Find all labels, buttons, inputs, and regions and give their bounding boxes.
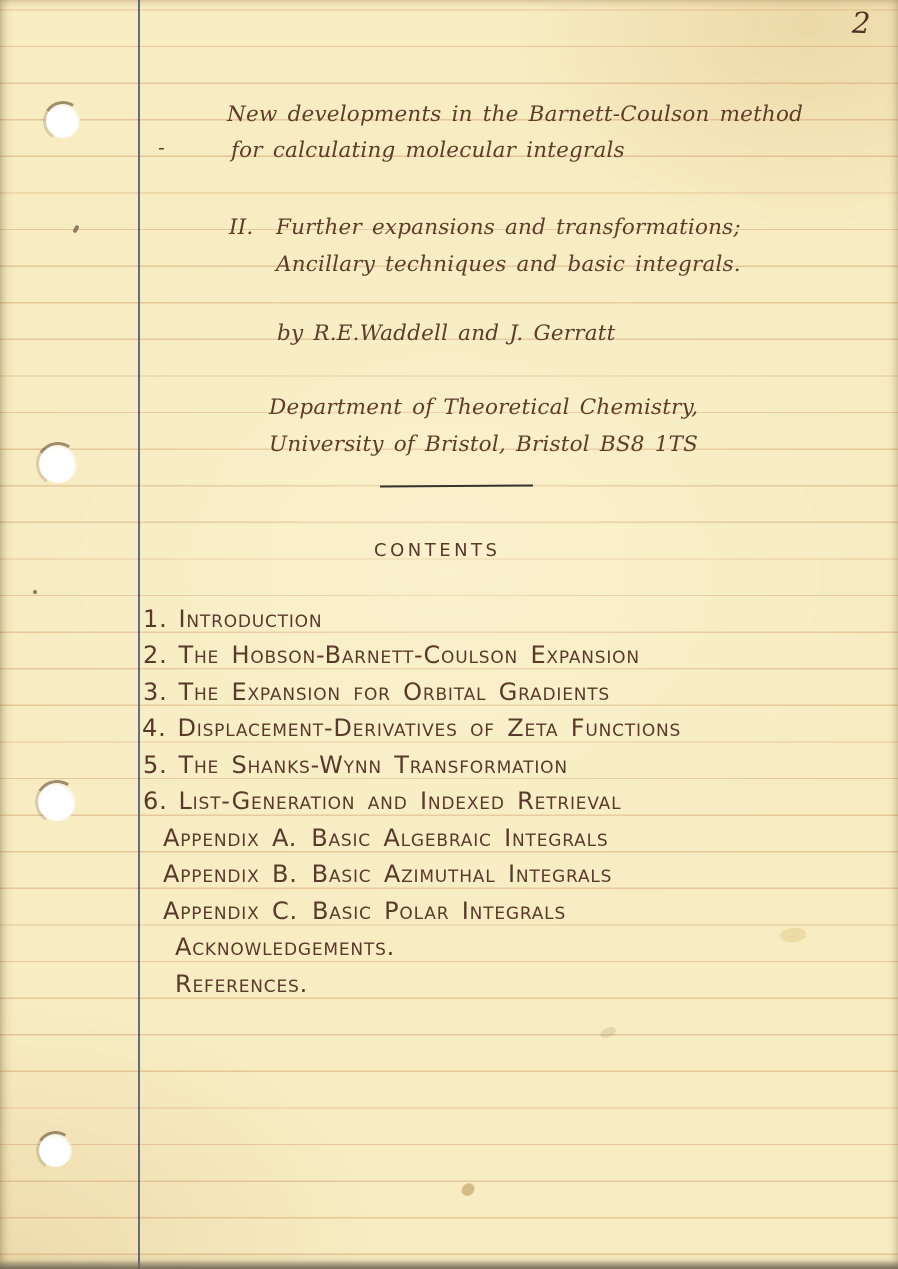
toc-item-label: 2. <box>143 641 168 669</box>
toc-row <box>143 607 322 631</box>
toc-item-label: 6. <box>143 787 168 815</box>
toc-item-label: Appendix A. <box>163 824 298 852</box>
toc-item-label: 3. <box>143 678 168 706</box>
toc-item-text: The Shanks-Wynn Transformation <box>178 751 568 779</box>
toc-row <box>163 899 566 923</box>
toc-row <box>175 935 395 959</box>
toc-row <box>143 789 621 813</box>
punch-hole <box>46 104 80 138</box>
toc-row <box>143 680 610 704</box>
toc-row <box>143 753 568 777</box>
separator-line <box>380 484 533 487</box>
section-line-2: Ancillary techniques and basic integrals. <box>276 252 741 277</box>
toc-item-label: 5. <box>143 751 168 779</box>
section-numeral: II. <box>229 215 254 240</box>
toc-item-text: Basic Algebraic Integrals <box>311 824 609 852</box>
toc-row <box>175 972 308 996</box>
paper-stain <box>460 1181 476 1197</box>
contents-heading: CONTENTS <box>374 540 501 561</box>
paper-speck <box>72 225 79 234</box>
toc-item-text: The Hobson-Barnett-Coulson Expansion <box>178 641 640 669</box>
toc-item-text: List-Generation and Indexed Retrieval <box>178 787 622 815</box>
toc-item-label: 4. <box>142 714 167 742</box>
punch-hole <box>39 1134 72 1167</box>
margin-rule-line <box>138 0 140 1269</box>
toc-item-text: Basic Polar Integrals <box>311 897 567 925</box>
toc-row <box>143 643 640 667</box>
page-number: 2 <box>851 5 872 41</box>
affiliation-line-1: Department of Theoretical Chemistry, <box>269 395 699 420</box>
toc-item-text: References. <box>175 970 309 998</box>
toc-item-text: Displacement-Derivatives of Zeta Functions <box>177 714 682 742</box>
toc-item-label: Appendix B. <box>163 860 298 888</box>
margin-dash-mark: - <box>158 135 165 159</box>
toc-item-text: Introduction <box>178 605 323 633</box>
toc-row <box>163 826 608 850</box>
toc-item-text: The Expansion for Orbital Gradients <box>178 678 611 706</box>
paper-speck <box>33 590 37 594</box>
punch-hole <box>39 445 77 483</box>
toc-item-label: Appendix C. <box>163 897 298 925</box>
punch-hole <box>38 783 76 821</box>
affiliation-line-2: University of Bristol, Bristol BS8 1TS <box>269 432 699 457</box>
page-bottom-edge <box>0 1260 898 1269</box>
title-line-1: New developments in the Barnett-Coulson method <box>227 102 804 127</box>
section-line-1: Further expansions and transformations; <box>276 215 741 240</box>
title-line-2: for calculating molecular integrals <box>231 138 625 163</box>
toc-item-text: Acknowledgements. <box>175 933 396 961</box>
toc-row <box>163 862 612 886</box>
paper-stain <box>780 928 806 942</box>
byline: by R.E.Waddell and J. Gerratt <box>277 321 616 346</box>
paper-stain <box>599 1026 617 1039</box>
toc-row <box>142 716 681 740</box>
toc-item-text: Basic Azimuthal Integrals <box>311 860 613 888</box>
toc-item-label: 1. <box>143 605 168 633</box>
